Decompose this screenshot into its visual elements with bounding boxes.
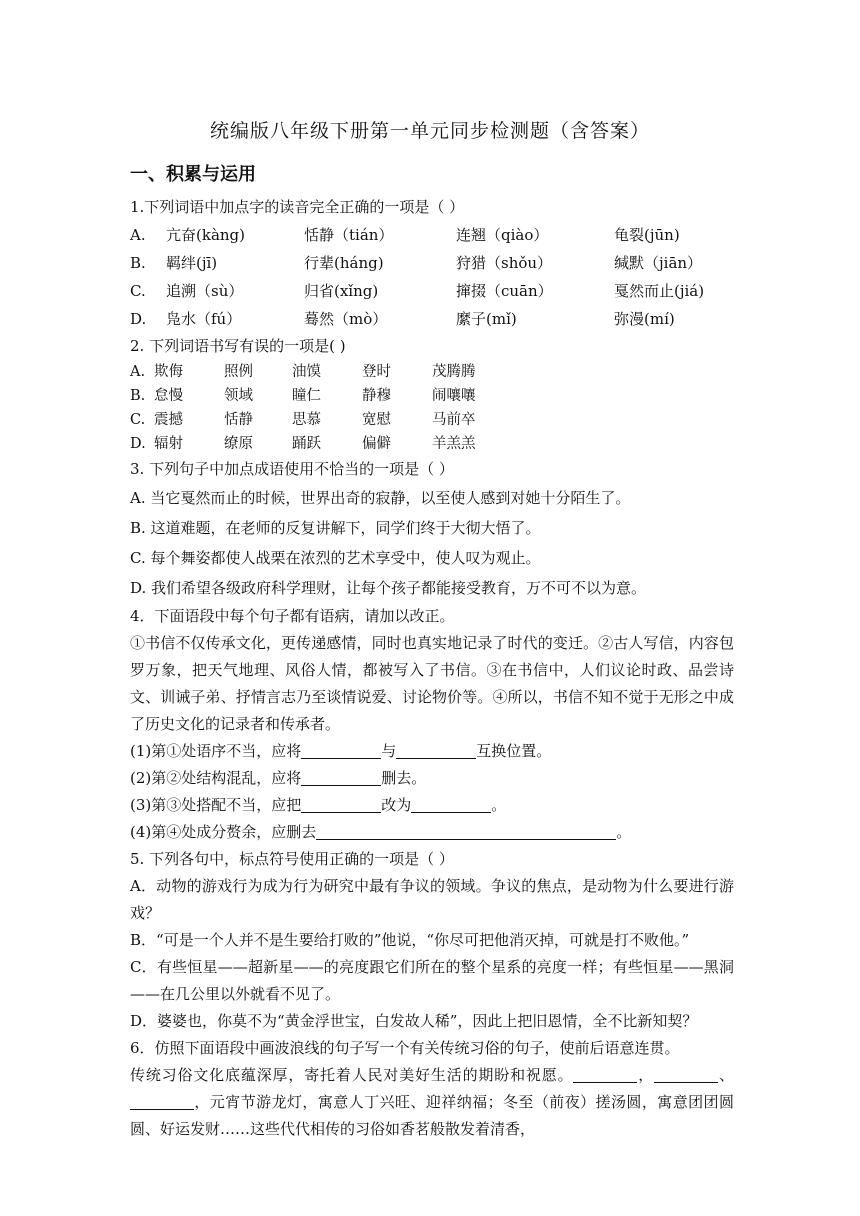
question-2-option-row [130, 432, 734, 456]
question-list [130, 194, 734, 1143]
option-letter: B. [130, 254, 146, 272]
question-4-item [130, 765, 734, 792]
item-text: 。 [616, 823, 632, 841]
word-item: 狩猎（shǒu） [456, 254, 553, 272]
word-item: 羁绊(jī) [166, 254, 218, 272]
separator-text: 、 [718, 1066, 734, 1084]
item-text: (3)第③处搭配不当，应把 [130, 796, 302, 814]
item-text: 与 [381, 742, 397, 760]
question-1-option-row [130, 305, 734, 333]
answer-blank[interactable] [654, 1064, 718, 1083]
word-item: 偏僻 [362, 436, 391, 452]
answer-blank[interactable] [301, 740, 381, 759]
word-item: 宽慰 [362, 412, 391, 428]
word-item: 怠慢 [154, 388, 183, 404]
question-2-option-row [130, 384, 734, 408]
question-4-stem: 4．下面语段中每个句子都有语病，请加以改正。 [130, 607, 455, 625]
word-item: 震撼 [154, 412, 183, 428]
question-5-option: D．婆婆也，你莫不为“黄金浮世宝，白发故人稀”，因此上把旧恩情，全不比新知契？ [130, 1012, 698, 1030]
word-item: 辐射 [154, 436, 183, 452]
word-item: 戛然而止(jiá) [614, 282, 705, 300]
item-text: 删去。 [381, 769, 427, 787]
word-item: 茂腾腾 [432, 364, 476, 380]
question-2-option-row [130, 408, 734, 432]
word-item: 追溯（sù） [166, 282, 244, 300]
word-item: 行辈(háng) [304, 254, 384, 272]
item-text: 。 [491, 796, 507, 814]
word-item: 归省(xǐng) [304, 282, 379, 300]
option-letter: D. [130, 310, 147, 328]
option-letter: C. [130, 412, 146, 428]
section-heading: 一、积累与运用 [130, 164, 256, 185]
question-1-stem: 1.下列词语中加点字的读音完全正确的一项是（ ） [130, 198, 465, 216]
question-3-option: D. 我们希望各级政府科学理财，让每个孩子都能接受教育，万不可不以为意。 [130, 579, 647, 597]
question-3-stem: 3. 下列句子中加点成语使用不恰当的一项是（ ） [130, 460, 454, 478]
word-item: 马前卒 [432, 412, 476, 428]
answer-blank[interactable] [411, 794, 491, 813]
passage-text: 传统习俗文化底蕴深厚，寄托着人民对美好生活的期盼和祝愿。 [130, 1066, 574, 1084]
option-letter: A. [130, 364, 146, 380]
item-text: 互换位置。 [476, 742, 552, 760]
answer-blank[interactable] [573, 1064, 637, 1083]
question-1-option-row [130, 249, 734, 277]
passage-text: ，元宵节游龙灯，寓意人丁兴旺、迎祥纳福；冬至（前夜）搓汤圆，寓意团团圆圆、好运发财……这些代代相传的习俗如香茗般散发着清香， [130, 1093, 734, 1138]
question-1-option-row [130, 277, 734, 305]
word-item: 縻子(mǐ) [456, 310, 517, 328]
word-item: 思慕 [292, 412, 321, 428]
word-item: 龟裂(jūn) [614, 226, 680, 244]
option-letter: A. [130, 226, 146, 244]
question-5-option: A．动物的游戏行为成为行为研究中最有争议的领域。争议的焦点，是动物为什么要进行游戏？ [130, 877, 734, 922]
item-text: (2)第②处结构混乱，应将 [130, 769, 302, 787]
item-text: (1)第①处语序不当，应将 [130, 742, 302, 760]
word-item: 照例 [224, 364, 253, 380]
word-item: 凫水（fú） [166, 310, 242, 328]
word-item: 缭原 [224, 436, 253, 452]
question-4-item [130, 819, 734, 846]
question-2-stem: 2. 下列词语书写有误的一项是( ) [130, 337, 346, 355]
question-5-stem: 5. 下列各句中，标点符号使用正确的一项是（ ） [130, 850, 454, 868]
item-text: 改为 [381, 796, 412, 814]
answer-blank[interactable] [316, 821, 616, 840]
word-item: 弥漫(mí) [614, 310, 675, 328]
word-item: 静穆 [362, 388, 391, 404]
option-letter: B. [130, 388, 146, 404]
word-item: 瞳仁 [292, 388, 321, 404]
option-letter: D. [130, 436, 146, 452]
word-item: 连翘（qiào） [456, 226, 549, 244]
word-item: 恬静 [224, 412, 253, 428]
question-3-option: A. 当它戛然而止的时候，世界出奇的寂静，以至使人感到对她十分陌生了。 [130, 489, 631, 507]
item-text: (4)第④处成分赘余，应删去 [130, 823, 317, 841]
question-6-stem: 6．仿照下面语段中画波浪线的句子写一个有关传统习俗的句子，使前后语意连贯。 [130, 1039, 680, 1057]
word-item: 欺侮 [154, 364, 183, 380]
question-1-option-row [130, 221, 734, 249]
word-item: 蓦然（mò） [304, 310, 388, 328]
word-item: 缄默（jiān） [614, 254, 703, 272]
question-3-option: C. 每个舞姿都使人战栗在浓烈的艺术享受中，使人叹为观止。 [130, 549, 541, 567]
word-item: 油馍 [292, 364, 321, 380]
answer-blank[interactable] [130, 1091, 194, 1110]
question-2-option-row [130, 360, 734, 384]
separator-text: ， [637, 1066, 655, 1084]
document-title: 统编版八年级下册第一单元同步检测题（含答案） [209, 120, 650, 142]
word-item: 羊羔羔 [432, 436, 476, 452]
word-item: 领域 [224, 388, 253, 404]
answer-blank[interactable] [301, 794, 381, 813]
question-5-option: C．有些恒星——超新星——的亮度跟它们所在的整个星系的亮度一样；有些恒星——黑洞——在几公里以外就看不见了。 [130, 958, 734, 1003]
question-5-option: B．“可是一个人并不是生要给打败的”他说，“你尽可把他消灭掉，可就是打不败他。” [130, 931, 690, 949]
word-item: 亢奋(kàng) [166, 226, 245, 244]
question-4-item [130, 792, 734, 819]
word-item: 闹嚷嚷 [432, 388, 476, 404]
word-item: 撺掇（cuān） [456, 282, 553, 300]
answer-blank[interactable] [301, 767, 381, 786]
question-3-option: B. 这道难题，在老师的反复讲解下，同学们终于大彻大悟了。 [130, 519, 541, 537]
word-item: 登时 [362, 364, 391, 380]
word-item: 踊跃 [292, 436, 321, 452]
question-4-passage: ①书信不仅传承文化，更传递感情，同时也真实地记录了时代的变迁。②古人写信，内容包罗万象，把天气地理、风俗人情，都被写入了书信。③在书信中，人们议论时政、品尝诗文、训诫子弟、抒情言志乃至谈情说爱、讨论物价等。④所以，书信不知不觉于无形之中成了历史文化的记录者和传承者。 [130, 634, 734, 733]
option-letter: C. [130, 282, 146, 300]
question-6-passage [130, 1062, 734, 1143]
question-4-item [130, 738, 734, 765]
word-item: 恬静（tián） [304, 226, 394, 244]
answer-blank[interactable] [396, 740, 476, 759]
